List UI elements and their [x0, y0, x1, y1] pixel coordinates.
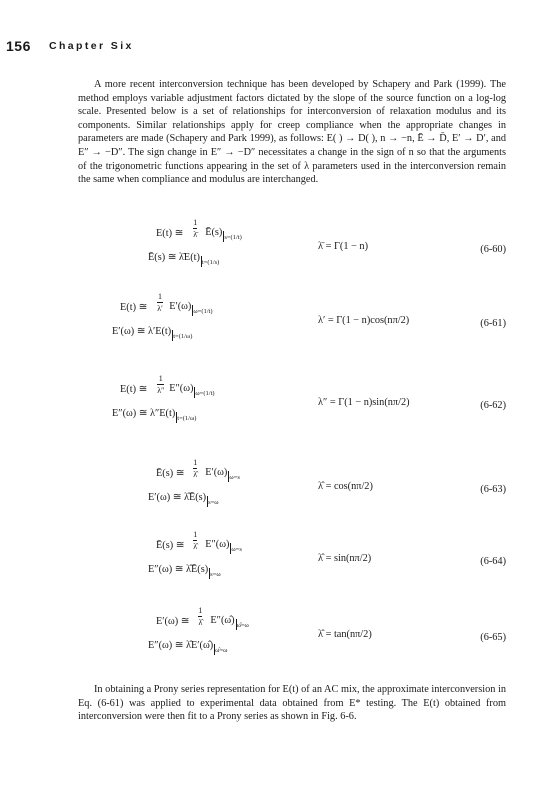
equation-line-2: E″(ω) ≅ λ″E(t) $_{t=(1/\omega)}$ — [112, 408, 197, 422]
evaluation-subscript: t=(1/ω) — [171, 333, 192, 340]
equation-line-2: E″(ω) ≅ λ̂Ē(s) $_{s=\omega}$ — [148, 564, 221, 578]
equation-rhs-1: E′(ω) $_{\omega=s}$ — [205, 467, 240, 481]
equation-lhs-1: E(t) ≅ — [120, 302, 148, 313]
evaluation-subscript: s=ω — [208, 571, 220, 578]
fraction: 1 λ″ — [157, 374, 165, 395]
equation-lhs-1: Ē(s) ≅ — [156, 540, 185, 551]
equation-block — [78, 370, 506, 430]
evaluation-subscript: ω=(1/t) — [193, 390, 214, 397]
lambda-definition: λ̂ = tan(nπ/2) — [318, 629, 372, 640]
lambda-definition: λ′ = Γ(1 − n)cos(nπ/2) — [318, 315, 410, 326]
evaluation-subscript: ω=(1/t) — [191, 308, 212, 315]
equation-block — [78, 214, 506, 274]
equation-line-2: E′(ω) ≅ λ̂Ē(s) $_{s=\omega}$ — [148, 492, 219, 506]
fraction: 1 λ̄ — [193, 218, 198, 239]
equation-block — [78, 454, 506, 514]
equation-number: (6-65) — [480, 632, 506, 643]
fraction: 1 λ′ — [157, 292, 163, 313]
evaluation-subscript: s=ω — [206, 499, 218, 506]
lambda-coefficient: λ̄ — [193, 230, 198, 239]
equation-rhs-1: Ē(s) $_{s=(1/t)}$ — [205, 227, 242, 241]
equation-lhs-1: E′(ω) ≅ — [156, 616, 190, 627]
equation-rhs-1: E″(ω) $_{\omega=s}$ — [205, 539, 242, 553]
lambda-definition: λ̂ = sin(nπ/2) — [318, 553, 372, 564]
chapter-title: Chapter Six — [49, 40, 134, 52]
equation-rhs-1: E″(ω) $_{\omega=(1/t)}$ — [169, 383, 215, 397]
equation-line-2: E′(ω) ≅ λ′E(t) $_{t=(1/\omega)}$ — [112, 326, 193, 340]
closing-paragraph: In obtaining a Prony series representation for E(t) of an AC mix, the approximate interconversion in Eq. (6-61) was applied to experimental data obtained from E* testing. The E(t) obtained from interconversion were then fit to a Prony series as shown in Fig. 6-6. — [78, 684, 506, 723]
equation-number: (6-60) — [480, 244, 506, 255]
lambda-coefficient: λ̂ — [193, 470, 198, 479]
lambda-coefficient: λ″ — [157, 386, 165, 395]
equation-line-2: E″(ω) ≅ λ̂E′(ω̂) $_{\omegâ=\omega}$ — [148, 640, 228, 654]
fraction: 1 λ̂ — [198, 606, 203, 627]
page-header — [6, 38, 546, 58]
evaluation-subscript: s=(1/t) — [222, 234, 241, 241]
equation-line-2: Ē(s) ≅ λ̄E(t) $_{t=(1/s)}$ — [148, 252, 220, 266]
equation-lhs-1: Ē(s) ≅ — [156, 468, 185, 479]
equation-lhs-1: E(t) ≅ — [156, 228, 184, 239]
equation-number: (6-63) — [480, 484, 506, 495]
equation-number: (6-61) — [480, 318, 506, 329]
evaluation-subscript: ω̂=ω — [213, 647, 227, 654]
lambda-definition: λ̂ = cos(nπ/2) — [318, 481, 373, 492]
fraction: 1 λ̂ — [193, 530, 198, 551]
equation-number: (6-64) — [480, 556, 506, 567]
page-number: 156 — [6, 38, 31, 54]
equation-block — [78, 288, 506, 348]
lambda-coefficient: λ̂ — [193, 542, 198, 551]
equation-block — [78, 602, 506, 662]
equation-lhs-1: E(t) ≅ — [120, 384, 148, 395]
equation-rhs-1: E′(ω) $_{\omega=(1/t)}$ — [169, 301, 213, 315]
equation-rhs-1: E″(ω̂) $_{\omegâ=\omega}$ — [210, 615, 249, 629]
evaluation-subscript: t=(1/ω) — [175, 415, 196, 422]
equation-number: (6-62) — [480, 400, 506, 411]
lambda-definition: λ″ = Γ(1 − n)sin(nπ/2) — [318, 397, 410, 408]
lambda-definition: λ̄ = Γ(1 − n) — [318, 241, 369, 252]
lambda-coefficient: λ̂ — [198, 618, 203, 627]
evaluation-subscript: ω=s — [227, 474, 239, 481]
equation-block — [78, 526, 506, 586]
intro-paragraph: A more recent interconversion technique has been developed by Schapery and Park (1999). The method employs variable adjustment factors dictated by the slope of the source function on a log-log scale. Presented below is a set of relationships for interconversion of relaxation modulus and its components. Similar relationships apply for creep compliance when the appropriate changes in parameters are made (Schapery and Park 1999), as follows: E( ) → D( ), n → −n, Ē → D̄, E′ → D′, and E″ → −D″. The sign change in E″ → −D″ necessitates a change in the sign of n so that the arguments of the trigonometric functions appearing in the set of λ parameters used in the interconversion remain the same when compliance and modulus are interchanged. — [78, 79, 506, 186]
lambda-coefficient: λ′ — [157, 304, 163, 313]
evaluation-subscript: ω̂=ω — [235, 622, 249, 629]
evaluation-subscript: t=(1/s) — [200, 259, 219, 266]
fraction: 1 λ̂ — [193, 458, 198, 479]
evaluation-subscript: ω=s — [229, 546, 241, 553]
